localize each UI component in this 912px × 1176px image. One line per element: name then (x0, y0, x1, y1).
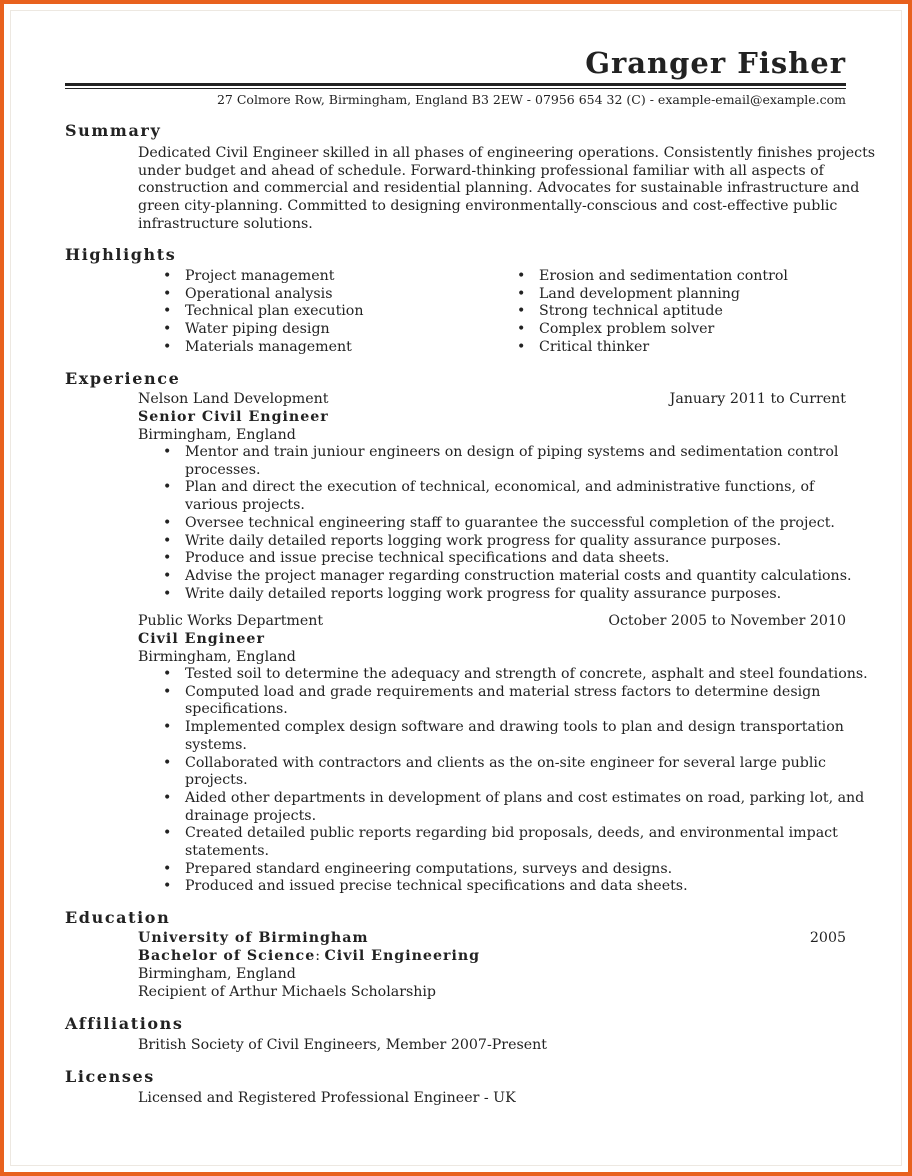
job-role: Senior Civil Engineer (138, 409, 329, 425)
job-dates: October 2005 to November 2010 (608, 613, 846, 629)
job-bullet: • Created detailed public reports regarding bid proposals, deeds, and environmental impact statements. (163, 825, 838, 860)
highlight-item: • Land development planning (517, 285, 740, 302)
summary-heading: Summary (65, 121, 162, 140)
job-bullet: • Prepared standard engineering computations, surveys and designs. (163, 860, 673, 877)
header-rule-thin (65, 88, 846, 89)
summary-line: construction and commercial and residential planning. Advocates for sustainable infrastructure and (138, 180, 860, 197)
job-bullets (163, 666, 868, 896)
summary-line: Dedicated Civil Engineer skilled in all phases of engineering operations. Consistently finishes projects (138, 145, 876, 161)
job-dates: January 2011 to Current (669, 391, 846, 407)
education-school: University of Birmingham (138, 930, 369, 946)
candidate-name: Granger Fisher (585, 46, 846, 80)
experience-heading: Experience (65, 369, 181, 388)
education-location: Birmingham, England (138, 966, 296, 982)
highlight-item: • Water piping design (163, 321, 330, 338)
job-bullet: • Write daily detailed reports logging work progress for quality assurance purposes. (163, 585, 782, 602)
summary-text (138, 145, 876, 234)
job-bullet: • Computed load and grade requirements and material stress factors to determine design specifications. (163, 683, 821, 718)
summary-line: under budget and ahead of schedule. Forward-thinking professional familiar with all aspects of (138, 162, 824, 179)
job-bullet: • Produce and issue precise technical specifications and data sheets. (163, 550, 670, 567)
education-year: 2005 (809, 930, 846, 946)
job-bullet: • Tested soil to determine the adequacy and strength of concrete, asphalt and steel foundations. (163, 666, 868, 682)
highlight-item: • Technical plan execution (163, 303, 364, 320)
job-bullet: • Oversee technical engineering staff to guarantee the successful completion of the project. (163, 514, 835, 531)
job-location: Birmingham, England (138, 649, 296, 665)
education-degree: Bachelor of Science: Civil Engineering (138, 948, 481, 964)
highlight-item: • Operational analysis (163, 285, 333, 302)
contact-line: 27 Colmore Row, Birmingham, England B3 2EW - 07956 654 32 (C) - example-email@example.com (216, 92, 846, 107)
job-bullet: • Collaborated with contractors and clients as the on-site engineer for several large public projects. (163, 754, 826, 789)
affiliations-text: British Society of Civil Engineers, Member 2007-Present (138, 1037, 547, 1053)
job-bullet: • Write daily detailed reports logging work progress for quality assurance purposes. (163, 532, 782, 549)
highlight-item: • Materials management (163, 338, 352, 355)
job-bullet: • Advise the project manager regarding construction material costs and quantity calculations. (163, 567, 852, 584)
job-bullet: • Mentor and train juniour engineers on design of piping systems and sedimentation control processes. (163, 444, 839, 478)
job-bullet: • Implemented complex design software and drawing tools to plan and design transportation systems. (163, 719, 844, 753)
job-bullet: • Plan and direct the execution of technical, economical, and administrative functions, of various projects. (163, 479, 815, 514)
affiliations-heading: Affiliations (65, 1014, 184, 1033)
summary-line: infrastructure solutions. (138, 215, 313, 232)
highlight-item: • Complex problem solver (517, 321, 715, 338)
header-rule-thick (65, 83, 846, 86)
job-company: Nelson Land Development (138, 391, 329, 407)
highlight-item: • Project management (163, 268, 335, 284)
highlights-right-list (517, 268, 788, 357)
job-bullets (163, 444, 855, 603)
highlight-item: • Critical thinker (517, 338, 650, 355)
licenses-text: Licensed and Registered Professional Engineer - UK (138, 1090, 516, 1106)
job-company: Public Works Department (138, 613, 324, 629)
job-bullet: • Produced and issued precise technical specifications and data sheets. (163, 878, 688, 895)
highlight-item: • Strong technical aptitude (517, 303, 723, 320)
highlight-item: • Erosion and sedimentation control (517, 268, 788, 284)
licenses-heading: Licenses (65, 1067, 155, 1086)
education-heading: Education (65, 908, 171, 927)
highlights-heading: Highlights (65, 245, 177, 264)
job-role: Civil Engineer (138, 631, 265, 647)
job-bullet: • Aided other departments in development of plans and cost estimates on road, parking lot, and drainage projects. (163, 789, 865, 824)
job-location: Birmingham, England (138, 427, 296, 443)
summary-line: green city-planning. Committed to designing environmentally-conscious and cost-effective public (138, 198, 838, 215)
highlights-left-list (163, 268, 364, 357)
education-note: Recipient of Arthur Michaels Scholarship (138, 984, 437, 1000)
